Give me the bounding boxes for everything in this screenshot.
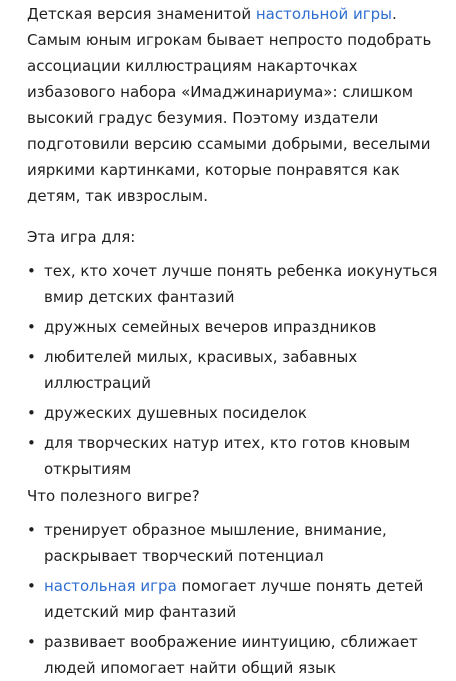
list-item: • настольная игра помогает лучше понять детей идетский мир фантазий	[27, 573, 442, 625]
intro-text-rest: . Самым юным игрокам бывает непросто подобрать ассоциации киллюстрациям накарточках избазового набора «Имаджинариума»: слишком высокий градус безумия. Поэтому издатели подготовили версию ссамыми добрыми, веселыми ияркими картинками, которые понравятся как детям, так ивзрослым.	[27, 5, 432, 205]
list-item: • дружных семейных вечеров ипраздников	[27, 314, 442, 340]
section2-heading: Что полезного вигре?	[27, 487, 200, 505]
bullet-icon: •	[27, 318, 36, 336]
list-item: • дружеских душевных посиделок	[27, 400, 442, 426]
intro-paragraph	[27, 1, 442, 209]
list-item: • для творческих натур итех, кто готов кновым открытиям	[27, 430, 442, 482]
benefits-list	[27, 517, 442, 681]
bullet-icon: •	[27, 577, 36, 595]
bullet-icon: •	[27, 521, 36, 539]
list-item: • тех, кто хочет лучше понять ребенка иокунуться вмир детских фантазий	[27, 258, 442, 310]
bullet-icon: •	[27, 633, 36, 651]
board-game-link-2[interactable]: настольная игра	[44, 577, 177, 595]
bullet-icon: •	[27, 262, 36, 280]
audience-list	[27, 258, 442, 482]
bullet-icon: •	[27, 348, 36, 366]
list-item: • любителей милых, красивых, забавных иллюстраций	[27, 344, 442, 396]
list-item: • развивает воображение иинтуицию, сближает людей ипомогает найти общий язык	[27, 629, 442, 681]
list-item: • тренирует образное мышление, внимание, раскрывает творческий потенциал	[27, 517, 442, 569]
bullet-icon: •	[27, 434, 36, 452]
intro-text-start: Детская версия знаменитой	[27, 5, 256, 23]
section1-heading: Эта игра для:	[27, 228, 136, 246]
board-game-link[interactable]: настольной игры	[255, 5, 392, 23]
bullet-icon: •	[27, 404, 36, 422]
